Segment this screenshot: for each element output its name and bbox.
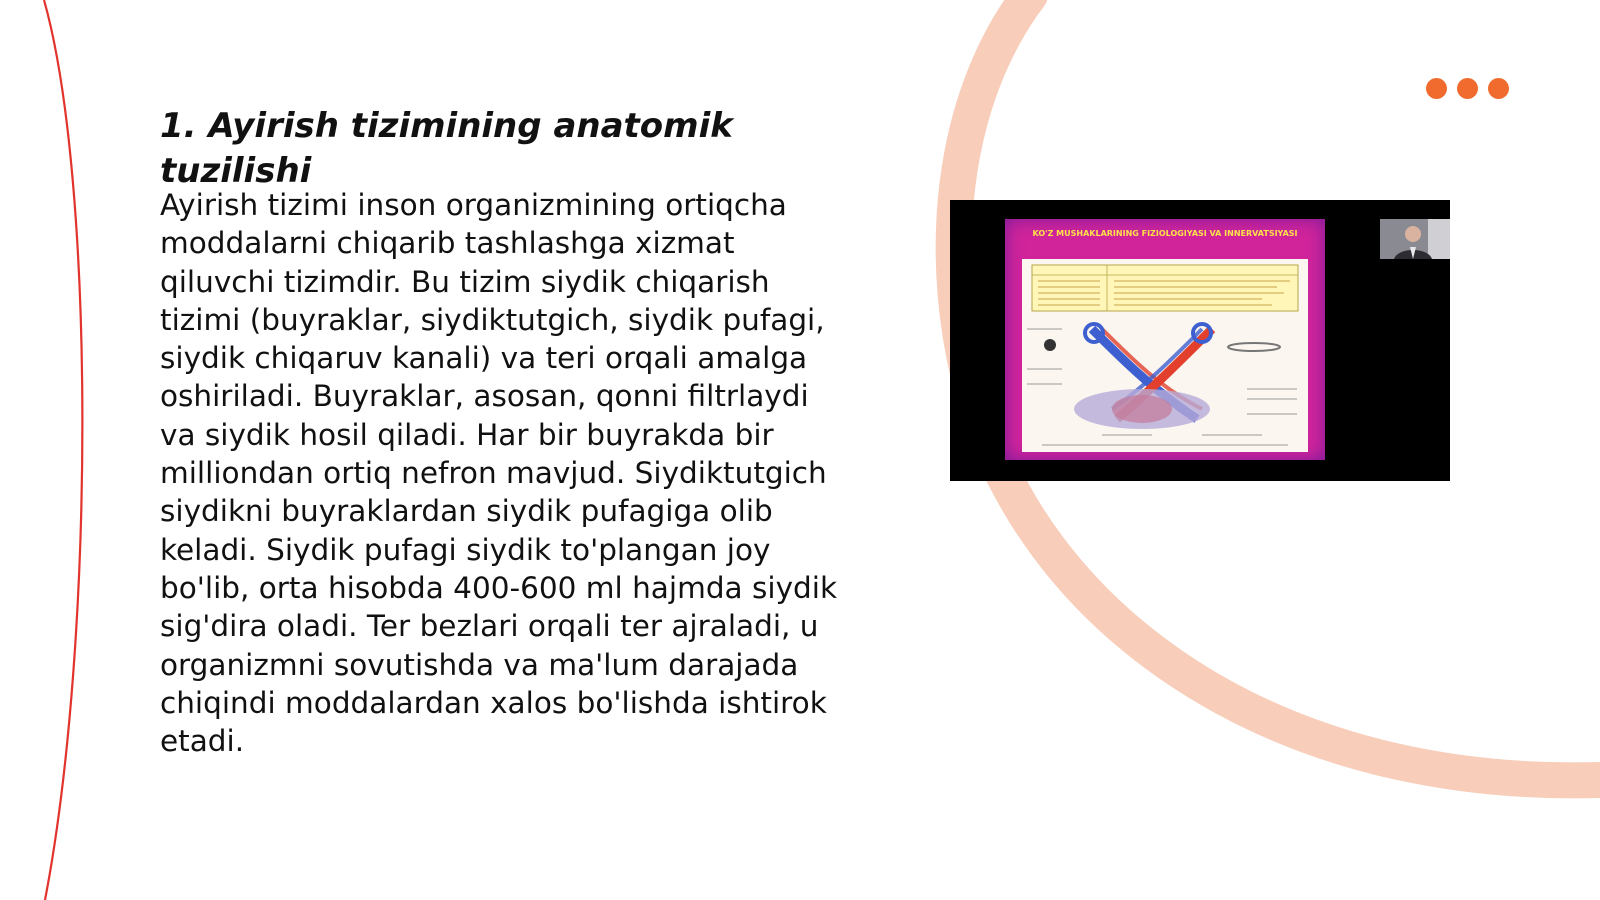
- orange-dot: [1457, 78, 1478, 99]
- decorative-dots: [1426, 78, 1510, 100]
- embedded-slide: [1005, 219, 1325, 460]
- presenter-webcam: [1380, 219, 1450, 259]
- orange-dot: [1426, 78, 1447, 99]
- slide-title: 1. Ayirish tizimining anatomik tuzilishi: [160, 106, 733, 191]
- embedded-slide-title: KO'Z MUSHAKLARINING FIZIOLOGIYASI VA INNERVATSIYASI: [1032, 229, 1298, 238]
- left-red-curve: [44, 0, 82, 900]
- orange-dot: [1488, 78, 1509, 99]
- anatomy-diagram-image: [1022, 259, 1308, 452]
- embedded-slide-panel: [1022, 259, 1308, 452]
- video-thumbnail[interactable]: [950, 200, 1450, 481]
- slide-body-text: Ayirish tizimi inson organizmining ortiqcha moddalarni chiqarib tashlashga xizmat qiluvchi tizimdir. Bu tizim siydik chiqarish tizimi (buyraklar, siydiktutgich, siydik pufagi, siydik chiqaruv kanali) va teri orqali amalga oshiriladi. Buyraklar, asosan, qonni filtrlaydi va siydik hosil qiladi. Har bir buyrakda bir milliondan ortiq nefron mavjud. Siydiktutgich siydikni buyraklardan siydik pufagiga olib keladi. Siydik pufagi siydik to'plangan joy bo'lib, orta hisobda 400-600 ml hajmda siydik sig'dira oladi. Ter bezlari orqali ter ajraladi, u organizmni sovutishda va ma'lum darajada chiqindi moddalardan xalos bo'lishda ishtirok etadi.: [160, 188, 838, 759]
- presenter-avatar-image: [1380, 219, 1450, 259]
